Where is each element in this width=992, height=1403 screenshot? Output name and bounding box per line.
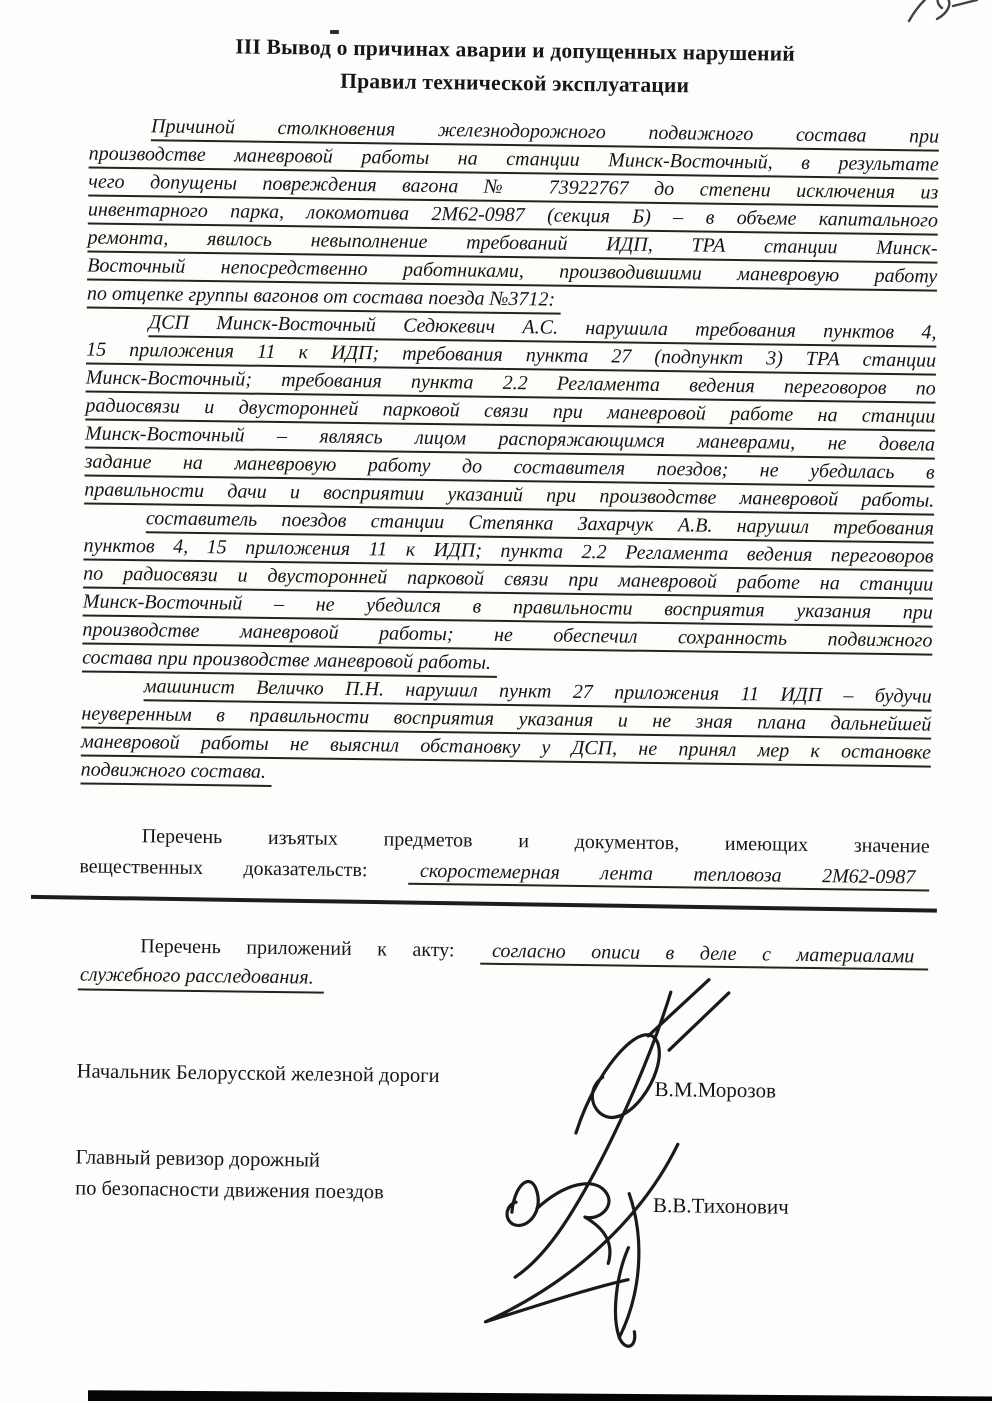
- title-line-2: Правил технической эксплуатации: [340, 68, 690, 98]
- section-divider: [31, 895, 937, 913]
- report-line: чего допущены повреждения вагона № 73922767 до степени исключения из: [88, 169, 938, 207]
- report-line: Причиной столкновения железнодорожного подвижного состава при: [151, 114, 939, 151]
- attachments-section: [78, 930, 929, 1001]
- document-content: [73, 0, 941, 1398]
- attachments-value-2: служебного расследования.: [78, 961, 324, 993]
- document-title: [90, 29, 941, 106]
- report-line: Минск-Восточный – не убедился в правильности восприятия указания при: [83, 589, 933, 627]
- report-line: Восточный непосредственно работниками, производившими маневровую работу: [87, 253, 937, 291]
- handwritten-signatures: [413, 973, 798, 1394]
- report-line: ремонта, явилось невыполнение требований ИДП, ТРА станции Минск-: [87, 225, 937, 263]
- report-line: по отцепке группы вагонов от состава поезда №3712:: [87, 281, 562, 314]
- report-line: подвижного состава.: [80, 757, 272, 787]
- signature-stroke-tikhonovich: [485, 1142, 678, 1347]
- paragraph-dsp-sedyukevich: [84, 309, 936, 515]
- report-line: маневровой работы не выяснил обстановку у ДСП, не принял мер к остановке: [81, 729, 931, 767]
- paragraph-zakharchuk: [82, 505, 934, 683]
- report-line: радиосвязи и двусторонней парковой связи при маневровой работе на станции: [85, 393, 935, 431]
- report-line: неуверенным в правильности восприятия указания и не зная плана дальнейшей: [81, 701, 931, 739]
- report-line: составитель поездов станции Степянка Захарчук А.В. нарушил требования: [146, 506, 934, 543]
- signature-stroke-morozov: [515, 977, 729, 1280]
- report-line: пунктов 4, 15 приложения 11 к ИДП; пункта 2.2 Регламента ведения переговоров: [83, 533, 933, 571]
- signature-section: [73, 1046, 927, 1397]
- title-line-1: III Вывод о причинах аварии и допущенных нарушений: [235, 34, 796, 66]
- report-line: правильности дачи и восприятии указаний при производстве маневровой работы.: [84, 477, 934, 515]
- paragraph-velichko: [80, 673, 931, 795]
- report-line: по радиосвязи и двусторонней парковой связи при маневровой работе на станции: [83, 561, 933, 599]
- report-line: производстве маневровой работы на станции Минск-Восточный, в результате: [89, 141, 939, 179]
- signature-name-2: В.В.Тихонович: [652, 1192, 789, 1219]
- signature-role-2-line-1: Главный ревизор дорожный: [75, 1146, 321, 1172]
- report-line: ДСП Минск-Восточный Седюкевич А.С. нарушила требования пунктов 4,: [148, 310, 936, 347]
- evidence-value: скоростемерная лента тепловоза 2М62-0987: [408, 860, 930, 892]
- evidence-line-1: Перечень изъятых предметов и документов, имеющих значение: [141, 825, 930, 858]
- attachments-value-1: согласно описи в деле с материалами: [480, 940, 929, 971]
- report-line: задание на маневровую работу до составителя поездов; не убедилась в: [85, 449, 935, 487]
- report-line: состава при производстве маневровой работы.: [82, 645, 497, 677]
- report-line: Минск-Восточный; требования пункта 2.2 Регламента ведения переговоров по: [86, 365, 936, 403]
- page-number-handwritten: [893, 0, 979, 23]
- signature-role-2-line-2: по безопасности движения поездов: [75, 1177, 384, 1204]
- evidence-section: [79, 820, 930, 893]
- scan-speck: [330, 30, 339, 34]
- signature-name-1: В.М.Морозов: [654, 1076, 777, 1103]
- report-line: машинист Величко П.Н. нарушил пункт 27 приложения 11 ИДП – будучи: [144, 674, 932, 711]
- attachments-label: Перечень приложений к акту:: [140, 935, 455, 962]
- report-line: инвентарного парка, локомотива 2М62-0987 (секция Б) – в объеме капитального: [88, 197, 938, 235]
- signature-role-1: Начальник Белорусской железной дороги: [76, 1060, 440, 1088]
- evidence-label: вещественных доказательств:: [79, 855, 368, 882]
- paragraph-cause: [87, 113, 939, 319]
- report-line: производстве маневровой работы; не обеспечил сохранность подвижного: [82, 617, 932, 655]
- report-line: 15 приложения 11 к ИДП; требования пункта 27 (подпункт 3) ТРА станции: [86, 337, 936, 375]
- report-line: Минск-Восточный – являясь лицом распоряжающимся маневрами, не довела: [85, 421, 935, 459]
